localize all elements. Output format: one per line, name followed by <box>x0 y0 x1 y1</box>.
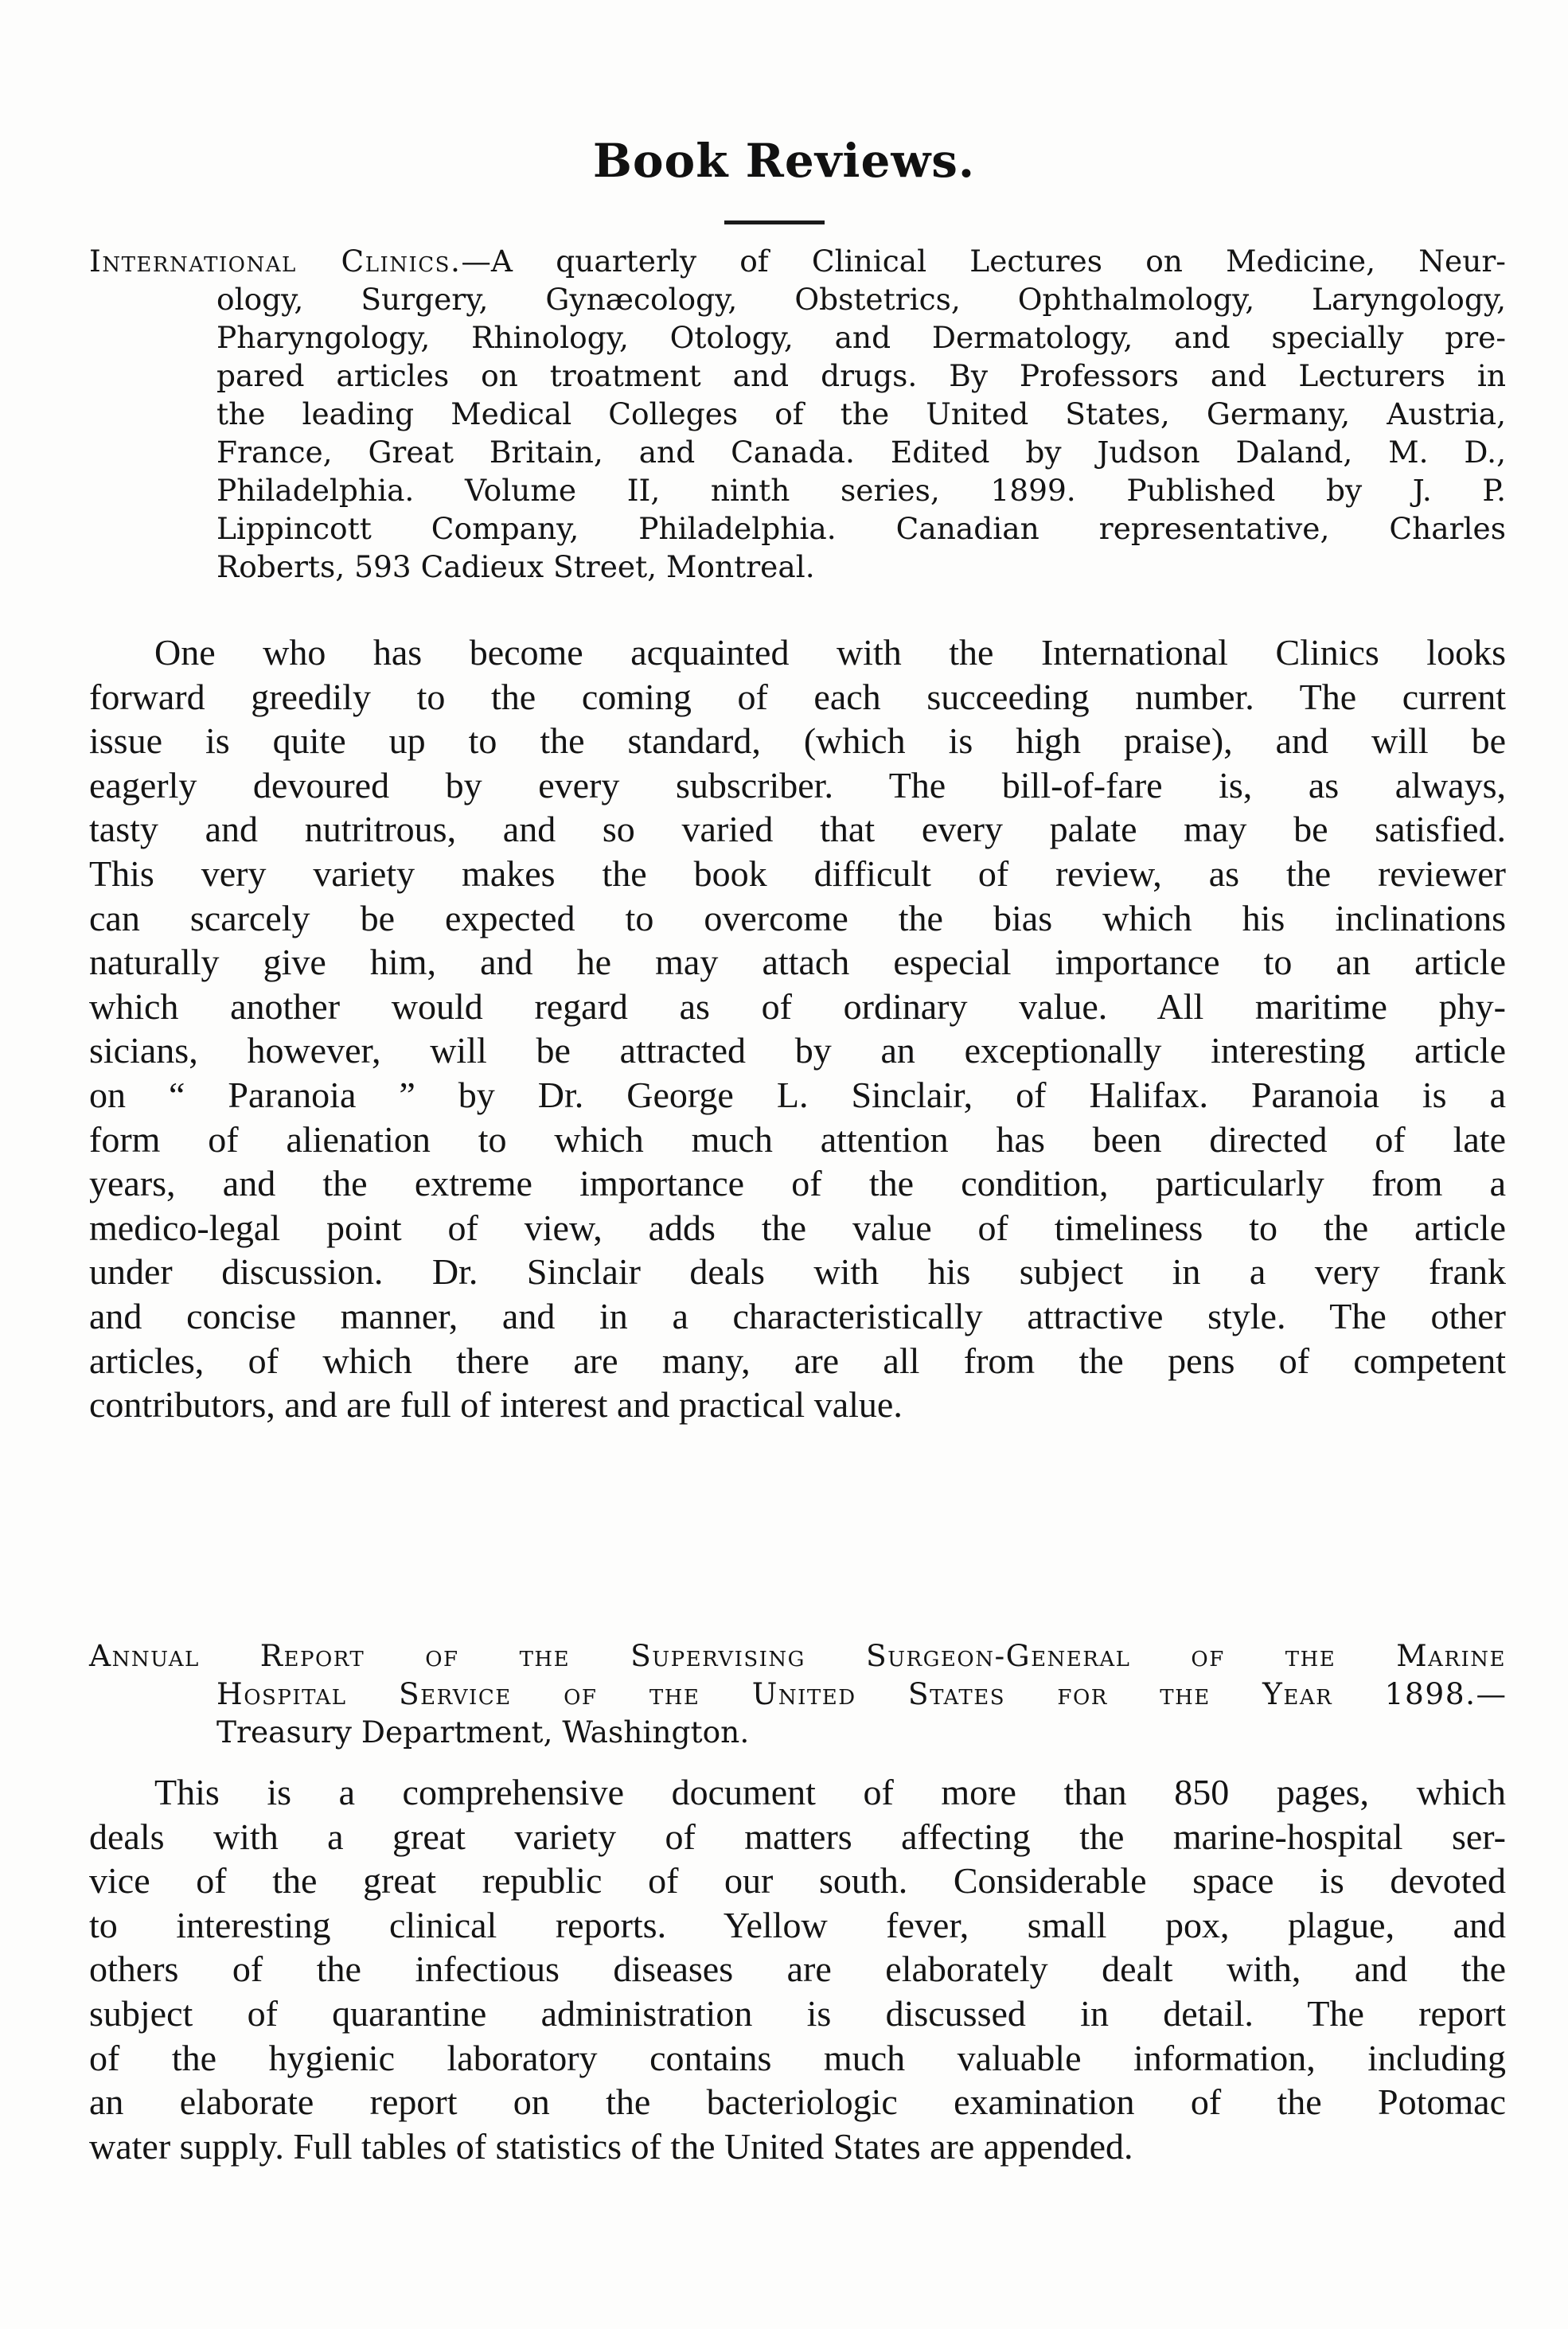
review-2-heading-line: Hospital Service of the United States for the Year 1898.— <box>216 1676 1506 1711</box>
body-line: deals with a great variety of matters affecting the marine-hospital ser- <box>89 1816 1506 1857</box>
body-line: tasty and nutritrous, and so varied that every palate may be satisfied. <box>89 809 1506 850</box>
body-line: forward greedily to the coming of each succeeding number. The current <box>89 676 1506 717</box>
review-2-title: Annual Report of the Supervising Surgeon-General of the Marine <box>89 1638 1506 1673</box>
body-line: years, and the extreme importance of the condition, particularly from a <box>89 1163 1506 1204</box>
review-1-heading-line: International Clinics.—A quarterly of Clinical Lectures on Medicine, Neur- <box>89 244 1506 279</box>
review-2-title-cont: Hospital Service of the United States for the Year 1898. <box>216 1676 1476 1711</box>
body-line: others of the infectious diseases are elaborately dealt with, and the <box>89 1949 1506 1990</box>
review-2-heading-line: Treasury Department, Washington. <box>216 1715 750 1750</box>
review-1-heading-line: Pharyngology, Rhinology, Otology, and Dermatology, and specially pre- <box>216 320 1506 355</box>
body-line: which another would regard as of ordinary value. All maritime phy- <box>89 985 1506 1027</box>
title-divider <box>724 220 825 224</box>
body-line: form of alienation to which much attention has been directed of late <box>89 1118 1506 1160</box>
body-line: to interesting clinical reports. Yellow fever, small pox, plague, and <box>89 1904 1506 1945</box>
body-line: vice of the great republic of our south. Considerable space is devoted <box>89 1860 1506 1902</box>
body-line: subject of quarantine administration is discussed in detail. The report <box>89 1992 1506 2034</box>
body-line: water supply. Full tables of statistics of the United States are appended. <box>89 2125 1133 2167</box>
review-1-heading-line: Roberts, 593 Cadieux Street, Montreal. <box>216 549 815 584</box>
body-line: eagerly devoured by every subscriber. The bill-of-fare is, as always, <box>89 764 1506 806</box>
body-line: on “ Paranoia ” by Dr. George L. Sinclair, of Halifax. Paranoia is a <box>89 1074 1506 1115</box>
body-line: sicians, however, will be attracted by an exceptionally interesting article <box>89 1030 1506 1071</box>
page-title: Book Reviews. <box>592 134 976 188</box>
body-line: One who has become acquainted with the International Clinics looks <box>154 632 1506 673</box>
body-line: an elaborate report on the bacteriologic examination of the Potomac <box>89 2081 1506 2123</box>
review-2-heading <box>89 1637 1506 1751</box>
review-1-heading-line: the leading Medical Colleges of the United States, Germany, Austria, <box>216 396 1506 431</box>
body-line: This is a comprehensive document of more than 850 pages, which <box>154 1772 1506 1812</box>
review-1-heading-line: ology, Surgery, Gynæcology, Obstetrics, Ophthalmology, Laryngology, <box>216 282 1506 317</box>
body-line: issue is quite up to the standard, (which is high praise), and will be <box>89 720 1506 762</box>
body-line: and concise manner, and in a characteristically attractive style. The other <box>89 1295 1506 1336</box>
body-line: naturally give him, and he may attach especial importance to an article <box>89 942 1506 983</box>
body-line: medico-legal point of view, adds the value of timeliness to the article <box>89 1207 1506 1248</box>
review-1-title: International Clinics. <box>89 244 462 279</box>
review-1-heading <box>89 242 1506 586</box>
body-line: articles, of which there are many, are all from the pens of competent <box>89 1340 1506 1381</box>
review-1-heading-line: pared articles on troatment and drugs. By Professors and Lecturers in <box>216 358 1506 393</box>
review-1-heading-line: Philadelphia. Volume II, ninth series, 1899. Published by J. P. <box>216 473 1506 508</box>
body-line: can scarcely be expected to overcome the bias which his inclinations <box>89 897 1506 938</box>
review-1-heading-line: Lippincott Company, Philadelphia. Canadian representative, Charles <box>216 511 1506 546</box>
body-line: under discussion. Dr. Sinclair deals with his subject in a very frank <box>89 1251 1506 1293</box>
body-line: This very variety makes the book difficult of review, as the reviewer <box>89 852 1506 894</box>
body-line: contributors, and are full of interest and practical value. <box>89 1384 903 1426</box>
body-line: of the hygienic laboratory contains much valuable information, including <box>89 2037 1506 2078</box>
review-2-body <box>89 1770 1506 2168</box>
review-1-heading-line: France, Great Britain, and Canada. Edited by Judson Daland, M. D., <box>216 435 1506 470</box>
review-1-body <box>89 630 1506 1427</box>
